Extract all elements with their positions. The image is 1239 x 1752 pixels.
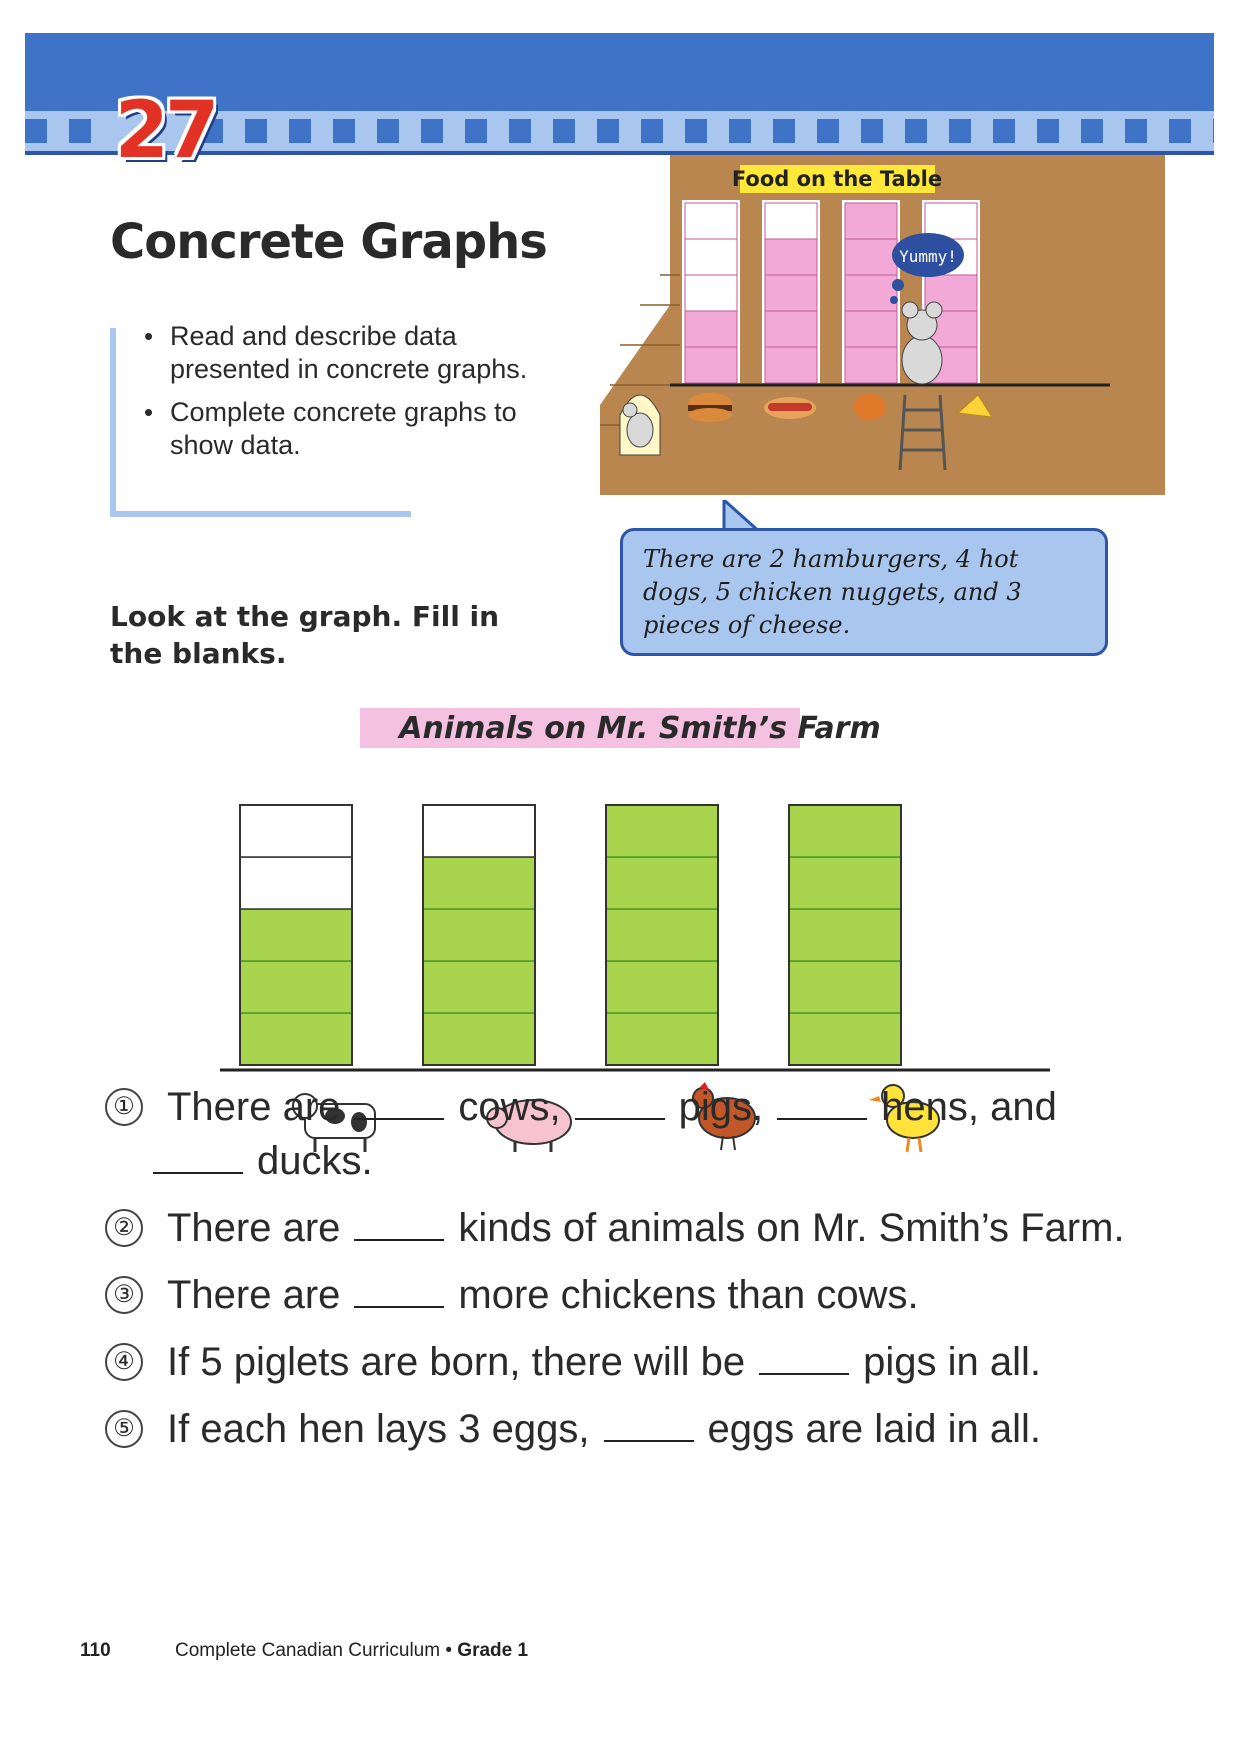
food-cell-empty bbox=[685, 239, 737, 275]
checker-square bbox=[685, 119, 707, 143]
bar-hen bbox=[606, 805, 718, 1065]
footer-book: Complete Canadian Curriculum • Grade 1 bbox=[175, 1640, 529, 1661]
checker-square bbox=[69, 119, 91, 143]
bar-cell-filled bbox=[789, 909, 901, 961]
page-number: 110 bbox=[80, 1640, 111, 1661]
unit-number: 27 bbox=[114, 86, 216, 176]
bar-cell-filled bbox=[789, 805, 901, 857]
checker-square bbox=[641, 119, 663, 143]
food-cell-filled bbox=[765, 239, 817, 275]
bar-cell-empty bbox=[240, 805, 352, 857]
checker-square bbox=[729, 119, 751, 143]
food-cell-filled bbox=[685, 347, 737, 383]
thought-text: Yummy! bbox=[899, 247, 957, 266]
checker-square bbox=[333, 119, 355, 143]
answer-blank-hens[interactable] bbox=[777, 1084, 867, 1120]
instructions: Look at the graph. Fill in the blanks. bbox=[110, 600, 500, 670]
food-graph-title: Food on the Table bbox=[731, 167, 943, 191]
food-cell-filled bbox=[845, 239, 897, 275]
bar-cell-empty bbox=[423, 805, 535, 857]
answer-blank-kinds[interactable] bbox=[354, 1205, 444, 1241]
speech-balloon: There are 2 hamburgers, 4 hot dogs, 5 chicken nuggets, and 3 pieces of cheese. bbox=[620, 528, 1108, 656]
bar-cell-empty bbox=[240, 857, 352, 909]
bar-cell-filled bbox=[423, 1013, 535, 1065]
question-number: ② bbox=[105, 1209, 143, 1247]
food-cell-filled bbox=[765, 347, 817, 383]
checker-square bbox=[773, 119, 795, 143]
checker-square bbox=[1213, 119, 1214, 143]
bar-cell-filled bbox=[606, 909, 718, 961]
hot-dog-icon bbox=[764, 397, 816, 419]
objective-item: • Read and describe data presented in concrete graphs. bbox=[144, 321, 528, 384]
food-bar-hot-dog bbox=[762, 200, 820, 383]
bar-cell-filled bbox=[789, 961, 901, 1013]
checker-square bbox=[289, 119, 311, 143]
bar-cow bbox=[240, 805, 352, 1065]
question-number: ③ bbox=[105, 1276, 143, 1314]
food-cell-filled bbox=[845, 275, 897, 311]
checker-square bbox=[421, 119, 443, 143]
checker-square bbox=[949, 119, 971, 143]
bar-cell-filled bbox=[240, 1013, 352, 1065]
chart-bars bbox=[240, 805, 901, 1065]
question-number: ⑤ bbox=[105, 1410, 143, 1448]
answer-blank-pigs[interactable] bbox=[575, 1084, 665, 1120]
checker-square bbox=[25, 119, 47, 143]
food-cell-empty bbox=[685, 203, 737, 239]
checker-square bbox=[597, 119, 619, 143]
checker-square bbox=[905, 119, 927, 143]
bar-cell-filled bbox=[789, 1013, 901, 1065]
answer-blank-cows[interactable] bbox=[354, 1084, 444, 1120]
bar-duck bbox=[789, 805, 901, 1065]
food-cell-filled bbox=[845, 347, 897, 383]
question-number: ④ bbox=[105, 1343, 143, 1381]
checker-square bbox=[993, 119, 1015, 143]
food-cell-filled bbox=[845, 311, 897, 347]
chart-title: Animals on Mr. Smith’s Farm bbox=[399, 711, 881, 746]
bar-cell-filled bbox=[240, 909, 352, 961]
checker-square bbox=[553, 119, 575, 143]
checker-square bbox=[377, 119, 399, 143]
answer-blank-ducks[interactable] bbox=[153, 1138, 243, 1174]
food-bar-hamburger bbox=[682, 200, 740, 383]
checker-square bbox=[861, 119, 883, 143]
bar-cell-filled bbox=[606, 1013, 718, 1065]
answer-blank-eggs[interactable] bbox=[604, 1406, 694, 1442]
bar-cell-filled bbox=[423, 909, 535, 961]
objectives-list bbox=[140, 320, 550, 472]
bar-pig bbox=[423, 805, 535, 1065]
question-number: ① bbox=[105, 1088, 143, 1126]
checker-square bbox=[1125, 119, 1147, 143]
hamburger-icon bbox=[688, 393, 732, 422]
food-cell-filled bbox=[765, 311, 817, 347]
food-cell-filled bbox=[765, 275, 817, 311]
food-graph-illustration bbox=[600, 155, 1165, 515]
food-cell-empty bbox=[685, 275, 737, 311]
checker-square bbox=[1037, 119, 1059, 143]
bar-cell-filled bbox=[423, 961, 535, 1013]
checker-square bbox=[465, 119, 487, 143]
food-bar-chicken-nugget bbox=[842, 200, 900, 383]
bar-cell-filled bbox=[606, 961, 718, 1013]
mouse-icon bbox=[902, 302, 942, 384]
chicken-nugget-icon bbox=[854, 394, 886, 420]
checker-square bbox=[1081, 119, 1103, 143]
bar-cell-filled bbox=[606, 805, 718, 857]
checker-square bbox=[1169, 119, 1191, 143]
answer-blank-pigs-total[interactable] bbox=[759, 1339, 849, 1375]
bar-cell-filled bbox=[789, 857, 901, 909]
checker-square bbox=[817, 119, 839, 143]
page-title: Concrete Graphs bbox=[110, 214, 547, 270]
bar-cell-filled bbox=[423, 857, 535, 909]
objective-item: • Complete concrete graphs to show data. bbox=[144, 397, 517, 460]
food-cell-filled bbox=[685, 311, 737, 347]
food-cell-filled bbox=[845, 203, 897, 239]
food-cell-empty bbox=[765, 203, 817, 239]
checker-square bbox=[509, 119, 531, 143]
checker-square bbox=[245, 119, 267, 143]
answer-blank-more-chickens[interactable] bbox=[354, 1272, 444, 1308]
bar-cell-filled bbox=[606, 857, 718, 909]
bar-cell-filled bbox=[240, 961, 352, 1013]
